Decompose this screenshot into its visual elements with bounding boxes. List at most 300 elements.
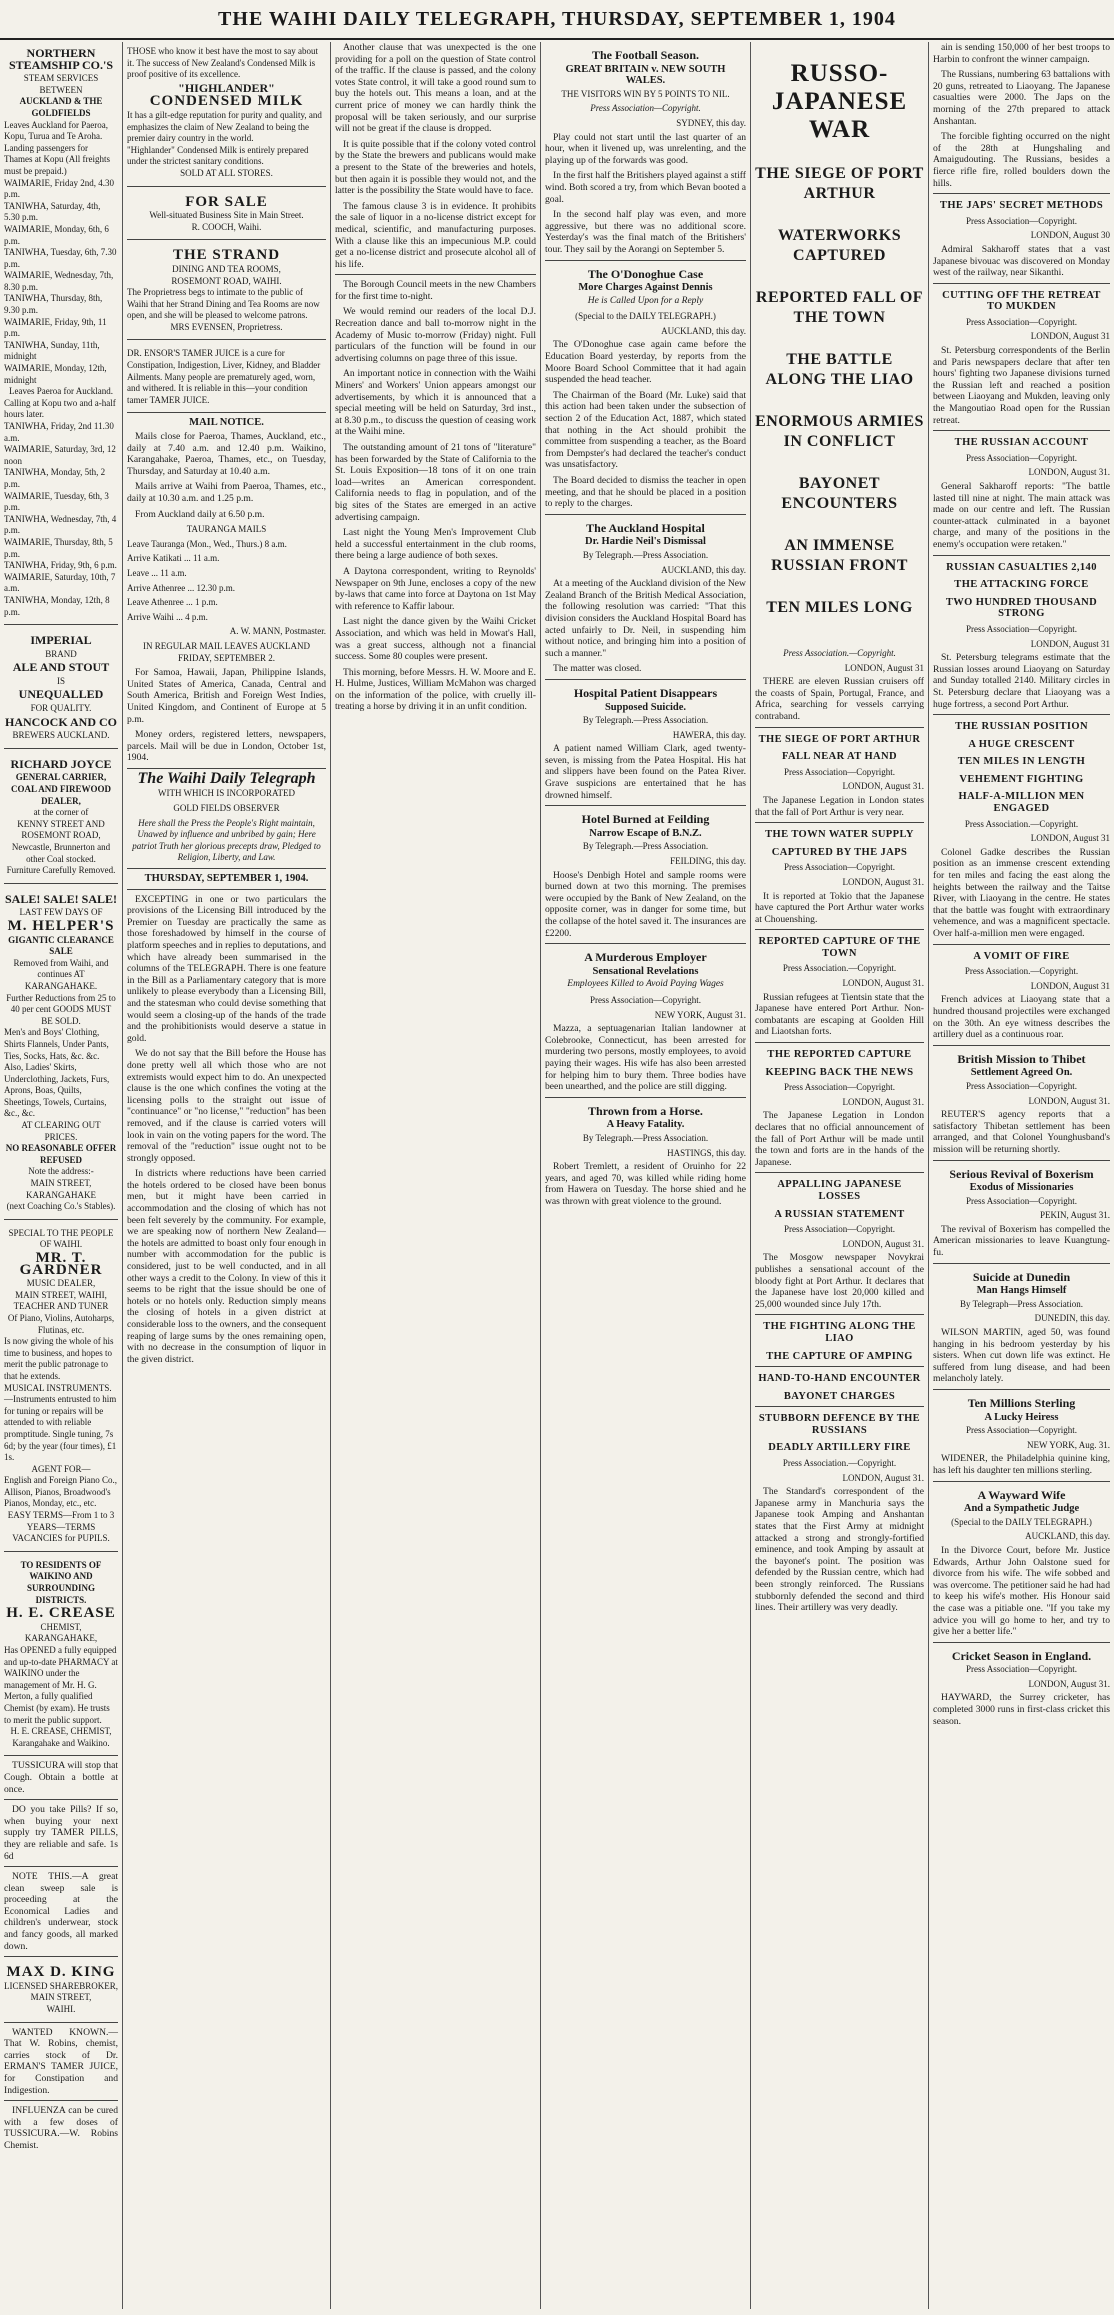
ad-sale-name: M. HELPER'S xyxy=(7,917,115,934)
cricket-text: HAYWARD, the Surrey cricketer, has completed 3000 runs in first-class cricket this season. xyxy=(933,1692,1110,1727)
ad-steamship-route: AUCKLAND & THE GOLDFIELDS xyxy=(19,96,103,118)
football-dek: THE VISITORS WIN BY 5 POINTS TO NIL. xyxy=(561,88,730,99)
war-section-head: HALF-A-MILLION MEN ENGAGED xyxy=(958,791,1085,815)
ad-gardner-t10: EASY TERMS—From 1 to 3 YEARS—TERMS xyxy=(7,1510,115,1532)
news-paragraph: The Borough Council meets in the new Chambers for the first time to-night. xyxy=(335,279,536,302)
wife-dateline: AUCKLAND, this day. xyxy=(1025,1531,1110,1542)
employer-text: Mazza, a septuagenarian Italian landowner at Colebrooke, Connecticut, has been arrested for murdering two persons, mostly employees, to avoid paying their wages. His wife has also been arrested for helping him to bury them. Three bodies have been unearthed, and the police are still digging. xyxy=(545,1023,746,1093)
horse-headline: Thrown from a Horse. xyxy=(588,1103,703,1118)
hospital-text: At a meeting of the Auckland division of the New Zealand Branch of the British Medical Association, the following resolution was carried: "That this division considers the Auckland Hospital Board has acted unfairly to Dr. Neil, in suspending him without notice, and bringing him into a position of such a manner." xyxy=(545,578,746,659)
ad-joyce-trade: GENERAL CARRIER, xyxy=(15,772,107,783)
ad-steamship-title: NORTHERN STEAMSHIP CO.'S xyxy=(8,46,114,72)
war-section-credit: Press Association—Copyright. xyxy=(783,862,895,873)
ad-highlander xyxy=(127,42,326,187)
ad-crease xyxy=(4,1556,118,1757)
mail-schedule-row: Arrive Athenree ... 12.30 p.m. xyxy=(127,582,235,593)
war-section-text: Colonel Gadke describes the Russian position as an immense crescent extending for ten miles and facing the east along the heights between the railway and the Taitse River, with Liaoyang in the centre. He states that the battle was fought with extraordinary vehemence, and was a magnificent spectacle. Over half-a-million men were engaged. xyxy=(933,846,1110,939)
ad-sale-t2: Further Reductions from 25 to 40 per cent GOODS MUST BE SOLD. xyxy=(6,992,116,1026)
football-sub: GREAT BRITAIN v. NEW SOUTH WALES. xyxy=(565,63,726,87)
war-headline: REPORTED FALL OF THE TOWN xyxy=(755,289,924,326)
hotel-sub: Narrow Escape of B.N.Z. xyxy=(589,827,702,839)
divider xyxy=(545,1097,746,1098)
odonoghue-credit: (Special to the DAILY TELEGRAPH.) xyxy=(575,311,716,322)
hospital-headline: The Auckland Hospital xyxy=(586,520,705,535)
mail-text: Mails arrive at Waihi from Paeroa, Thames, etc., daily at 10.30 a.m. and 1.25 p.m. xyxy=(127,481,326,504)
patient-sub: Supposed Suicide. xyxy=(604,701,687,713)
ad-joyce-at: at the corner of xyxy=(33,807,89,818)
football-text: In the second half play was even, and more aggressive, but there was no additional score. Yesterday's was the final match of the Britishers' tour. They sail by the Aorangi on September 5. xyxy=(545,209,746,255)
war-section-credit: Press Association—Copyright. xyxy=(965,215,1077,226)
ad-ale-is: IS xyxy=(56,675,65,686)
wife-text: In the Divorce Court, before Mr. Justice Edwards, Arthur John Oalstone sued for divorce from his wife. The wife sobbed and was overcome. The petitioner said he had had to keep his wife's mother. His Honour said the case was a pitiable one. "If you take my advice you will go home to her, and try to give her a better life." xyxy=(933,1544,1110,1638)
ad-steamship-sailing2: WAIMARIE, Saturday, 10th, 7 a.m. xyxy=(4,571,116,594)
ad-tamer-juice xyxy=(127,344,326,413)
divider xyxy=(4,1956,118,1957)
mail-schedule-row: Leave Athenree ... 1 p.m. xyxy=(127,597,218,608)
hospital-credit: By Telegraph.—Press Association. xyxy=(582,549,709,560)
ad-steamship-sailing: WAIMARIE, Monday, 6th, 6 p.m. xyxy=(4,223,109,246)
thibet-credit: Press Association—Copyright. xyxy=(965,1080,1077,1091)
ad-gardner-t3: MAIN STREET, WAIHI, xyxy=(15,1289,107,1300)
war-credit: Press Association.—Copyright. xyxy=(783,648,896,658)
column-ads-editorial xyxy=(122,42,330,2309)
ad-influenza: INFLUENZA can be cured with a few doses of TUSSICURA.—W. Robins Chemist. xyxy=(4,2105,118,2151)
ad-steamship-sailing2: TANIWHA, Friday, 2nd 11.30 a.m. xyxy=(4,421,114,443)
ad-crease-t2: CHEMIST, KARANGAHAKE, xyxy=(24,1621,98,1644)
thibet-headline: British Mission to Thibet xyxy=(957,1051,1086,1066)
horse-credit: By Telegraph.—Press Association. xyxy=(582,1132,709,1143)
mail-schedule-row: Leave Tauranga (Mon., Wed., Thurs.) 8 a.m. xyxy=(127,538,287,549)
employer-sub: Sensational Revelations xyxy=(592,965,699,977)
ad-sale-t4: Also, Ladies' Skirts, Underclothing, Jackets, Furs, Aprons, Boas, Quilts, Sheetings, Towels, Curtains, &c., &c. xyxy=(4,1062,110,1119)
horse-sub: A Heavy Fatality. xyxy=(606,1119,685,1131)
ad-steamship-note: Landing passengers for Thames at Kopu (All freights must be prepaid.) xyxy=(4,142,110,176)
divider xyxy=(545,260,746,261)
ad-sale-t7: Note the address:- xyxy=(28,1166,94,1177)
wife-credit: (Special to the DAILY TELEGRAPH.) xyxy=(951,1516,1092,1527)
suicide-headline: Suicide at Dunedin xyxy=(972,1269,1071,1284)
column-war-continued xyxy=(928,42,1114,2309)
mail-schedule-row: Leave ... 11 a.m. xyxy=(127,567,187,578)
ad-pills: DO you take Pills? If so, when buying your next supply try TAMER PILLS, they are reliable and safe. 1s 6d xyxy=(4,1804,118,1862)
odonoghue-text: The O'Donoghue case again came before the Education Board yesterday, by reports from the Moore Board School Committee that it had again suspended the head teacher. xyxy=(545,339,746,386)
football-headline: The Football Season. xyxy=(591,48,699,62)
war-section-credit: Press Association—Copyright. xyxy=(965,623,1077,634)
hospital-sub: Dr. Hardie Neil's Dismissal xyxy=(585,536,706,548)
news-paragraph: We would remind our readers of the local D.J. Recreation dance and ball to-morrow night in the Academy of Music to-morrow (Friday) night. Full particulars of the function will be found in our advertising columns on page three of this issue. xyxy=(335,306,536,364)
thibet-text: REUTER'S agency reports that a satisfactory Thibetan settlement has been arranged, and that Colonel Younghusband's mission will be returning shortly. xyxy=(933,1109,1110,1155)
divider xyxy=(933,1389,1110,1390)
ad-joyce xyxy=(4,753,118,884)
boxer-sub: Exodus of Missionaries xyxy=(969,1182,1074,1194)
war-headline: THE SIEGE OF PORT ARTHUR xyxy=(755,165,924,202)
ad-note: NOTE THIS.—A great clean sweep sale is proceeding at the Economical Ladies and children's underwear, stock and fancy goods, all marked down. xyxy=(4,1871,118,1952)
column-local-news xyxy=(330,42,540,2309)
ad-gardner-t7: MUSICAL INSTRUMENTS.—Instruments entrusted to him for tuning or repairs will be attended to with reliable promptitude. Single tuning, 7s 6d; by the year (four times), £1 1s. xyxy=(4,1382,117,1463)
ad-sale xyxy=(4,888,118,1220)
ad-steamship-sailing2: TANIWHA, Wednesday, 7th, 4 p.m. xyxy=(4,513,117,536)
divider xyxy=(933,1642,1110,1643)
war-section-sub: THE CAPTURE OF AMPING xyxy=(766,1350,913,1362)
war-section-dateline: LONDON, August 31 xyxy=(1030,638,1110,649)
divider xyxy=(335,274,536,275)
ad-king-t1: LICENSED SHAREBROKER, xyxy=(4,1980,119,1991)
ad-steamship-sailing2: WAIMARIE, Tuesday, 6th, 3 p.m. xyxy=(4,490,109,513)
thibet-sub: Settlement Agreed On. xyxy=(970,1067,1073,1079)
war-section-sub: BAYONET CHARGES xyxy=(783,1390,896,1402)
heiress-sub: A Lucky Heiress xyxy=(984,1411,1059,1423)
employer-credit: Press Association—Copyright. xyxy=(589,994,701,1005)
divider xyxy=(755,1314,924,1315)
odonoghue-text: The Chairman of the Board (Mr. Luke) said that this action had been taken under the subsection of section 2 of the Education Act, 1887, which stated that nothing in the Act should prohibit the committee from suspending a teacher, as the Board from Dempster's had declared the teacher's conduct was unsatisfactory. xyxy=(545,389,746,471)
ad-steamship-sailing: TANIWHA, Tuesday, 6th, 7.30 p.m. xyxy=(4,247,117,269)
hospital-text: The matter was closed. xyxy=(553,663,642,675)
war-section-credit: Press Association—Copyright. xyxy=(783,766,895,777)
ad-gardner xyxy=(4,1224,118,1552)
horse-text: Robert Tremlett, a resident of Oruinho for 22 years, and aged 70, was killed while riding home from Hawera on Tuesday. The horse shied and he was thrown with great violence to the ground. xyxy=(545,1161,746,1207)
ad-gardner-t2: MUSIC DEALER, xyxy=(26,1278,96,1289)
ad-steamship-sailing2: TANIWHA, Friday, 9th, 6 p.m. xyxy=(4,560,117,571)
war-section-text: St. Petersburg correspondents of the Berlin and Paris newspapers declare that after ten hours' fighting two Japanese divisions turned the Russian left and reached a position between Liaoyang and Mukden, leaving only the Mangoutiao Road open for the Russian retreat. xyxy=(933,345,1110,426)
war-section-dateline: LONDON, August 31. xyxy=(842,978,924,989)
patient-credit: By Telegraph.—Press Association. xyxy=(582,715,709,726)
war-section-head: THE RUSSIAN ACCOUNT xyxy=(954,437,1089,449)
football-text: In the first half the Britishers played against a stiff wind. Both scored a try, from which Bevan booted a goal. xyxy=(545,170,746,205)
war-section-head: HAND-TO-HAND ENCOUNTER xyxy=(758,1373,921,1385)
column-ads-left xyxy=(0,42,122,2309)
war-section-credit: Press Association.—Copyright. xyxy=(964,966,1079,977)
war-section-head: RUSSIAN CASUALTIES 2,140 xyxy=(946,561,1097,573)
mail-regular: IN REGULAR MAIL LEAVES AUCKLAND FRIDAY, SEPTEMBER 2. xyxy=(143,640,310,663)
hotel-text: Hoose's Denbigh Hotel and sample rooms were burned down at two this morning. The premises were occupied by the Bank of New Zealand, on the opposite corner, was in danger for some time, but the collapse of the hotel saved it. The insurances are £2200. xyxy=(545,869,746,939)
ad-king xyxy=(4,1961,118,2022)
war-headline: ENORMOUS ARMIES IN CONFLICT xyxy=(755,413,924,450)
war-section-dateline: LONDON, August 31 xyxy=(1030,980,1110,991)
war-cont-text: The forcible fighting occurred on the night of the 28th at Hungshaling and Amaigudouting. The Russians, besides a fierce rifle fire, rolled boulders down the hills. xyxy=(933,131,1110,189)
divider xyxy=(755,822,924,823)
wife-headline: A Wayward Wife xyxy=(977,1487,1066,1502)
ad-steamship-sailing2: TANIWHA, Monday, 5th, 2 p.m. xyxy=(4,467,106,489)
patient-headline: Hospital Patient Disappears xyxy=(573,685,718,700)
war-section-dateline: LONDON, August 31. xyxy=(842,876,924,887)
odonoghue-dek: He is Called Upon for a Reply xyxy=(587,295,704,306)
war-headline: THE BATTLE ALONG THE LIAO xyxy=(765,351,914,388)
ad-steamship-sailing: WAIMARIE, Wednesday, 7th, 8.30 p.m. xyxy=(4,270,114,292)
war-section-dateline: LONDON, August 31. xyxy=(842,781,924,792)
ad-steamship-sailing2: WAIMARIE, Saturday, 3rd, 12 noon xyxy=(4,444,116,466)
war-section-text: General Sakharoff reports: "The battle lasted till nine at night. The main attack was made on our centre and left. The Russian counter-attack culminated in a bayonet charge, and many of the positions in the enemy's occupation were retaken." xyxy=(933,481,1110,550)
war-section-credit: Press Association—Copyright. xyxy=(783,1224,895,1235)
news-paragraph: A Daytona correspondent, writing to Reynolds' Newspaper on 9th June, encloses a copy of the new by-laws that came into force at Daytona on 1st May with reference to Kaffir labour. xyxy=(335,565,536,612)
mail-notice-title: MAIL NOTICE. xyxy=(189,417,264,429)
war-section-credit: Press Association—Copyright. xyxy=(965,316,1077,327)
divider xyxy=(545,679,746,680)
war-section-text: The Japanese Legation in London declares that no official announcement of the fall of Port Arthur will be made until the town and forts are in the hands of the Japanese. xyxy=(755,1110,924,1168)
war-section-credit: Press Association.—Copyright. xyxy=(782,1458,897,1469)
divider xyxy=(933,555,1110,556)
ad-sale-t1: Removed from Waihi, and continues AT KARANGAHAKE. xyxy=(13,957,109,991)
news-paragraph: Another clause that was unexpected is the one providing for a poll on the question of State control of the traffic. If the clause is passed, and the colony votes State control, it will take a good round sum to buy the hotels out. This means a loan, and at the current price of money we can hardly think the proposal will be taken seriously, and our surprise will not be great if the clause is dropped. xyxy=(335,42,536,135)
mail-schedule-row: Arrive Katikati ... 11 a.m. xyxy=(127,553,220,564)
war-section-head: THE SIEGE OF PORT ARTHUR xyxy=(758,733,921,745)
ad-ale-title: ALE AND STOUT xyxy=(12,660,110,675)
war-section-text: The Standard's correspondent of the Japanese army in Manchuria says the Japanese took Amping and Anshantan states that the First Army at midnight attacked a strong and strongly-fortified eminence, and took Amping by assault at the bayonet's point. The position was defended by the Russian centre, which had been strongly reinforced. The Russians stubbornly defended the second and third lines. Their artillery was very deadly. xyxy=(755,1486,924,1614)
divider xyxy=(933,944,1110,945)
odonoghue-headline: The O'Donoghue Case xyxy=(587,266,704,281)
ad-wanted: WANTED KNOWN.—That W. Robins, chemist, carries stock of Dr. ERMAN'S TAMER JUICE, for Constipation and Indigestion. xyxy=(4,2026,118,2096)
divider xyxy=(4,2100,118,2101)
mail-postmaster: A. W. MANN, Postmaster. xyxy=(229,626,326,637)
boxer-credit: Press Association—Copyright. xyxy=(965,1195,1077,1206)
ad-joyce-name: RICHARD JOYCE xyxy=(10,756,112,771)
divider xyxy=(755,1406,924,1407)
ad-crease-t1: TO RESIDENTS OF WAIKINO AND SURROUNDING DISTRICTS. xyxy=(20,1559,102,1605)
column-war-news xyxy=(750,42,928,2309)
ad-tamer-t1: DR. ENSOR'S TAMER JUICE is a cure for Constipation, Indigestion, Liver, Kidney, and Bladder Ailments. Many people are prematurely aged, worn, and withered. It is reliable in this—your condition tamer TAMER JUICE. xyxy=(127,348,321,405)
column-telegrams xyxy=(540,42,750,2309)
war-section-head: TWO HUNDRED THOUSAND STRONG xyxy=(945,596,1098,620)
ad-steamship-sailing: WAIMARIE, Friday 2nd, 4.30 p.m. xyxy=(4,177,114,200)
wife-sub: And a Sympathetic Judge xyxy=(963,1503,1080,1515)
football-text: Play could not start until the last quarter of an hour, when it livened up, was unrelenting, and the playing up of the forwards was good. xyxy=(545,131,746,166)
patient-dateline: HAWERA, this day. xyxy=(672,729,746,740)
war-section-head: THE TOWN WATER SUPPLY xyxy=(765,829,914,841)
divider xyxy=(127,868,326,869)
war-section-head: THE REPORTED CAPTURE xyxy=(767,1049,912,1061)
news-paragraph: This morning, before Messrs. H. W. Moore and E. H. Hulme, Justices, William McMahon was charged on the information of the police, with cruelly ill-treating a horse by driving it in an unfit condition. xyxy=(335,666,536,713)
news-paragraph: Last night the dance given by the Waihi Cricket Association, and which was held in Mowat's Hall, was a great success, although not a financial success. Some 80 couples were present. xyxy=(335,616,536,663)
war-section-text: The Japanese Legation in London states that the fall of Port Arthur is very near. xyxy=(755,794,924,818)
cricket-credit: Press Association—Copyright. xyxy=(965,1664,1077,1675)
paper-tagline: Here shall the Press the People's Right maintain, Unawed by influence and unbribed by gain; Here patriot Truth her glorious precepts draw, Pledged to Religion, Liberty, and Law. xyxy=(132,817,321,863)
odonoghue-sub: More Charges Against Dennis xyxy=(578,282,713,294)
divider xyxy=(933,430,1110,431)
war-section-text: St. Petersburg telegrams estimate that the Russian losses around Liaoyang on Saturday and Sunday totalled 2140. Military circles in St. Petersburg declare that Liaoyang was a huge fortress, a second Port Arthur. xyxy=(933,652,1110,710)
divider xyxy=(755,1042,924,1043)
suicide-dateline: DUNEDIN, this day. xyxy=(1034,1313,1110,1324)
war-section-head: CUTTING OFF THE RETREAT TO MUKDEN xyxy=(942,289,1101,313)
ad-steamship xyxy=(4,42,118,625)
divider xyxy=(4,1866,118,1867)
war-section-head: THE ATTACKING FORCE xyxy=(954,579,1089,591)
ad-crease-t4: H. E. CREASE, CHEMIST, Karangahake and Waikino. xyxy=(10,1726,112,1748)
war-section-dateline: LONDON, August 30 xyxy=(1030,230,1110,241)
ad-highlander-t4: It has a gilt-edge reputation for purity and quality, and emphasizes the claim of New Zealand to being the premier dairy country in the world. xyxy=(127,109,322,144)
war-section-dateline: LONDON, August 31. xyxy=(842,1238,924,1249)
news-paragraph: An important notice in connection with the Waihi Miners' and Workers' Union appears amongst our advertisements, by which it is announced that a special meeting will be held on Saturday, 3rd inst., at 8.30 p.m., to discuss the question of ceasing work at the Waihi mine. xyxy=(335,368,536,438)
war-headline: AN IMMENSE RUSSIAN FRONT xyxy=(771,537,908,574)
war-section-credit: Press Association.—Copyright. xyxy=(782,963,897,974)
hotel-credit: By Telegraph.—Press Association. xyxy=(582,841,709,852)
ad-steamship-leave2: Leaves Paeroa for Auckland. xyxy=(9,386,113,397)
war-section-credit: Press Association.—Copyright. xyxy=(964,818,1079,829)
war-section-head: STUBBORN DEFENCE BY THE RUSSIANS xyxy=(758,1413,921,1436)
boxer-headline: Serious Revival of Boxerism xyxy=(949,1166,1094,1181)
ad-for-sale xyxy=(127,191,326,241)
ad-strand-t4: The Proprietress begs to intimate to the public of Waihi that her Strand Dining and Tea Rooms are now open, and she will be pleased to welcome patrons. xyxy=(127,287,320,321)
war-banner: RUSSO-JAPANESE WAR xyxy=(771,60,908,143)
war-section-head: VEHEMENT FIGHTING xyxy=(959,773,1084,785)
hotel-headline: Hotel Burned at Feilding xyxy=(581,812,710,827)
heiress-dateline: NEW YORK, Aug. 31. xyxy=(1027,1439,1110,1450)
war-section-head: A VOMIT OF FIRE xyxy=(973,950,1070,962)
ad-ale xyxy=(4,629,118,749)
mail-tauranga-title: TAURANGA MAILS xyxy=(186,524,267,535)
ad-sale-t3: Men's and Boys' Clothing, Shirts Flannels, Under Pants, Ties, Socks, Hats, &c. &c. xyxy=(4,1027,109,1061)
war-section-dateline: LONDON, August 31. xyxy=(842,1096,924,1107)
divider xyxy=(933,193,1110,194)
war-cont-text: ain is sending 150,000 of her best troops to Harbin to confront the winner campaign. xyxy=(933,42,1110,65)
ad-steamship-sailing: TANIWHA, Thursday, 8th, 9.30 p.m. xyxy=(4,293,103,316)
war-section-sub: DEADLY ARTILLERY FIRE xyxy=(768,1442,911,1454)
patient-text: A patient named William Clark, aged twenty-seven, is missing from the Patea Hospital. His hat and slippers have been found on the Patea River. Grave suspicions are entertained that he has drowned himself. xyxy=(545,743,746,801)
war-section-text: French advices at Liaoyang state that a hundred thousand projectiles were exchanged on the 30th. An eye witness describes the artillery duel as a continuous roar. xyxy=(933,994,1110,1041)
divider xyxy=(545,805,746,806)
ad-ale-brand: BRAND xyxy=(45,648,77,659)
employer-headline: A Murderous Employer xyxy=(584,950,707,965)
mail-schedule-row: Arrive Waihi ... 4 p.m. xyxy=(127,611,208,622)
news-paragraph: The outstanding amount of 21 tons of "literature" has been forwarded by the State of California to the St. Louis Exposition—18 tons of it on one train load—writes an American correspondent. California needs to flag in population, and of the big sites of the States are emerged in an active advertising campaign. xyxy=(335,442,536,523)
odonoghue-dateline: AUCKLAND, this day. xyxy=(661,325,746,336)
ad-ale-brewers: BREWERS AUCKLAND. xyxy=(12,730,110,741)
ad-ale-quality: FOR QUALITY. xyxy=(30,703,92,714)
divider xyxy=(755,1172,924,1173)
ad-for-sale-t3: R. COOCH, Waihi. xyxy=(191,221,262,232)
news-paragraph: It is quite possible that if the colony voted control by the State the brewers and publicans would make a present to the State of the breweries and hotels, but then again it is possible they would not, and the latter is the possibility the State would have to face. xyxy=(335,138,536,197)
suicide-sub: Man Hangs Himself xyxy=(976,1285,1067,1297)
war-section-head: THE FIGHTING ALONG THE LIAO xyxy=(763,1321,916,1344)
ad-strand-t2: DINING AND TEA ROOMS, xyxy=(172,263,281,274)
ad-sale-t8: MAIN STREET, KARANGAHAKE xyxy=(26,1178,96,1200)
ad-strand-title: THE STRAND xyxy=(172,247,281,264)
ad-ale-imperial: IMPERIAL xyxy=(30,633,92,648)
war-headline: BAYONET ENCOUNTERS xyxy=(781,475,898,512)
ad-steamship-leave: Leaves Auckland for Paeroa, Kopu, Turua and Te Aroha. xyxy=(4,119,108,142)
ad-steamship-sailing: TANIWHA, Saturday, 4th, 5.30 p.m. xyxy=(4,200,101,223)
editorial-paragraph: EXCEPTING in one or two particulars the provisions of the Licensing Bill introduced by the Premier on Tuesday are practically the same as those foreshadowed by himself in the course of platform speeches and in replies to deputations, and which have already been summarised in the columns of the TELEGRAPH. There is one feature in the Bill as a Parliamentary category that is more unlikely to please everybody than a Licensing Bill, and the statesman who could devise something that would seem a closing-up of the hands of the trade and the prohibitionists would deserve a statue in gold. xyxy=(127,893,326,1044)
divider xyxy=(545,514,746,515)
ad-highlander-t6: SOLD AT ALL STORES. xyxy=(180,167,273,178)
paper-logo: The Waihi Daily Telegraph xyxy=(137,769,316,787)
ad-king-t2: MAIN STREET, xyxy=(30,1992,92,2003)
ad-strand xyxy=(127,244,326,340)
mail-text: From Auckland daily at 6.50 p.m. xyxy=(135,508,265,520)
horse-dateline: HASTINGS, this day. xyxy=(667,1147,746,1158)
divider xyxy=(755,1366,924,1367)
war-section-head: A HUGE CRESCENT xyxy=(968,738,1075,750)
divider xyxy=(755,929,924,930)
war-section-head: APPALLING JAPANESE LOSSES xyxy=(777,1179,902,1202)
mail-text: For Samoa, Hawaii, Japan, Philippine Islands, United States of America, Canada, Central and South America, British and Foreign West Indies, United Kingdom, and Continent of Europe at 5 p.m. xyxy=(127,667,326,725)
war-section-sub: KEEPING BACK THE NEWS xyxy=(765,1066,914,1078)
ad-for-sale-title: FOR SALE xyxy=(185,193,268,210)
war-section-dateline: LONDON, August 31. xyxy=(842,1472,924,1483)
ad-steamship-sailing: WAIMARIE, Friday, 9th, 11 p.m. xyxy=(4,316,107,339)
editorial-paragraph: In districts where reductions have been carried the hotels ordered to be closed have been bonus men, but it might have been carried in accommodation and the closing of which has not been felt severely by the community. For example, we are speaking now of northern New Zealand—the hotels are admitted to boast only four enough in number with accommodation for the public is considered, just to be well conducted, and in all other ways a credit to the Colony. In view of this it seems to be right that the issue should be one of hotels or no hotels only. Reduction simply means the closing of hotels in a given district at considerable loss to the owners, and the consequent reaping of large sums by the ones remaining open, with no decrease in the consumption of liquor in the given district. xyxy=(127,1168,326,1365)
war-section-sub: A RUSSIAN STATEMENT xyxy=(774,1208,905,1220)
paper-date: THURSDAY, SEPTEMBER 1, 1904. xyxy=(144,873,309,885)
ad-gardner-t6: Is now giving the whole of his time to business, and hopes to merit the public patronage to that he extends. xyxy=(4,1336,114,1381)
heiress-headline: Ten Millions Sterling xyxy=(967,1396,1076,1410)
employer-dek: Employees Killed to Avoid Paying Wages xyxy=(567,979,724,990)
ad-king-name: MAX D. KING xyxy=(6,1964,116,1981)
war-headline: WATERWORKS CAPTURED xyxy=(777,227,902,264)
divider xyxy=(933,1481,1110,1482)
ad-sale-t5: AT CLEARING OUT PRICES. xyxy=(21,1120,101,1142)
cricket-headline: Cricket Season in England. xyxy=(951,1648,1092,1663)
ad-highlander-t5: "Highlander" Condensed Milk is entirely prepared under the strictest sanitary conditions. xyxy=(127,144,309,167)
ad-sale-title: GIGANTIC CLEARANCE SALE xyxy=(8,934,114,957)
war-section-text: The Mosgow newspaper Novykrai publishes a sensational account of the bloody fight at Port Arthur. It declares that the Japanese have lost 20,000 killed and 25,000 wounded since July 17th. xyxy=(755,1252,924,1310)
masthead: THE WAIHI DAILY TELEGRAPH, THURSDAY, SEPTEMBER 1, 1904 xyxy=(0,0,1114,40)
ad-king-t3: WAIHI. xyxy=(46,2004,76,2015)
divider xyxy=(4,1799,118,1800)
ad-joyce-coal: Newcastle, Brunnerton and other Coal stocked. xyxy=(11,842,111,864)
war-dateline: LONDON, August 31 xyxy=(844,662,924,673)
hospital-dateline: AUCKLAND, this day. xyxy=(661,564,746,575)
ad-steamship-sailing: TANIWHA, Sunday, 11th, midnight xyxy=(4,339,100,362)
divider xyxy=(933,714,1110,715)
war-section-text: It is reported at Tokio that the Japanese have captured the Port Arthur water works at Chouenshing. xyxy=(755,890,924,925)
divider xyxy=(755,727,924,728)
war-section-dateline: LONDON, August 31 xyxy=(1030,331,1110,342)
war-section-dateline: LONDON, August 31 xyxy=(1030,833,1110,844)
ad-joyce-addr: KENNY STREET AND ROSEMONT ROAD, xyxy=(17,818,105,841)
ad-joyce-trade2: COAL AND FIREWOOD DEALER, xyxy=(10,784,111,806)
heiress-credit: Press Association—Copyright. xyxy=(965,1425,1077,1436)
football-dateline: SYDNEY, this day. xyxy=(676,117,746,128)
football-credit: Press Association—Copyright. xyxy=(590,103,701,114)
ad-sale-t6: NO REASONABLE OFFER REFUSED xyxy=(5,1143,117,1165)
ad-sale-t9: (next Coaching Co.'s Stables). xyxy=(6,1201,116,1212)
paper-motto: WITH WHICH IS INCORPORATED xyxy=(157,788,296,799)
divider xyxy=(933,1160,1110,1161)
ad-highlander-brand: "HIGHLANDER" xyxy=(178,80,275,95)
odonoghue-text: The Board decided to dismiss the teacher in open meeting, and that he should be placed in a position to reply to the charges. xyxy=(545,475,746,510)
war-section-head: THE RUSSIAN POSITION xyxy=(955,721,1088,733)
hotel-dateline: FEILDING, this day. xyxy=(670,856,746,867)
mail-text: Money orders, registered letters, newspapers, parcels. Mail will be due in London, October 1st, 1904. xyxy=(127,729,326,764)
employer-dateline: NEW YORK, August 31. xyxy=(654,1009,746,1020)
divider xyxy=(127,889,326,890)
boxer-text: The revival of Boxerism has compelled the American missionaries to leave Kuangtung-fu. xyxy=(933,1223,1110,1259)
ad-steamship-sailing2: TANIWHA, Monday, 12th, 8 p.m. xyxy=(4,594,110,617)
thibet-dateline: LONDON, August 31. xyxy=(1028,1095,1110,1106)
war-headline: TEN MILES LONG xyxy=(766,599,913,616)
divider xyxy=(933,283,1110,284)
paper-motto2: GOLD FIELDS OBSERVER xyxy=(173,803,280,814)
cricket-dateline: LONDON, August 31. xyxy=(1028,1678,1110,1689)
ad-for-sale-t2: Well-situated Business Site in Main Street. xyxy=(149,210,304,221)
war-section-text: Admiral Sakharoff states that a vast Japanese bivouac was discovered on Monday west of the railway, near Sikanthi. xyxy=(933,243,1110,279)
ad-strand-t3: ROSEMONT ROAD, WAIHI. xyxy=(171,275,282,286)
news-paragraph: Last night the Young Men's Improvement Club held a successful entertainment in the club rooms, there being a large audience of both sexes. xyxy=(335,527,536,562)
war-section-credit: Press Association—Copyright. xyxy=(965,452,1077,463)
news-paragraph: The famous clause 3 is in evidence. It prohibits the sale of liquor in a no-license district except for medical, scientific, and manufacturing purposes. With a clause like this an impecunious M.P. could get a no-license district and prosecute alcohol all of his life. xyxy=(335,200,536,270)
war-section-dateline: LONDON, August 31. xyxy=(1028,467,1110,478)
suicide-credit: By Telegraph—Press Association. xyxy=(960,1298,1083,1309)
heiress-text: WIDENER, the Philadelphia quinine king, has left his daughter ten millions sterling. xyxy=(933,1453,1110,1476)
ad-sale-top: SALE! SALE! SALE! xyxy=(4,891,118,906)
editorial-paragraph: We do not say that the Bill before the House has done pretty well all which those who are not extremists would expect him to do. An unexpected clause is the one which confines the voting at the licensing polls to the straight out issue of "continuance" or "no license," "reduction" has been removed, and if the clause is carried voters will look in vain on the voting papers for the word. The removal of the "reduction" issue ought not to be strongly opposed. xyxy=(127,1048,326,1164)
ad-crease-name: H. E. CREASE xyxy=(6,1605,116,1622)
war-section-head: TEN MILES IN LENGTH xyxy=(957,756,1086,768)
war-section-sub: FALL NEAR AT HAND xyxy=(781,751,898,763)
ad-highlander-title: CONDENSED MILK xyxy=(149,93,304,110)
war-section-credit: Press Association—Copyright. xyxy=(783,1082,895,1093)
ad-gardner-t1: SPECIAL TO THE PEOPLE OF WAIHI. xyxy=(8,1227,114,1250)
war-lead: THERE are eleven Russian cruisers off the coasts of Spain, Portugal, France, and Africa, searching for vessels carrying contraband. xyxy=(755,676,924,722)
